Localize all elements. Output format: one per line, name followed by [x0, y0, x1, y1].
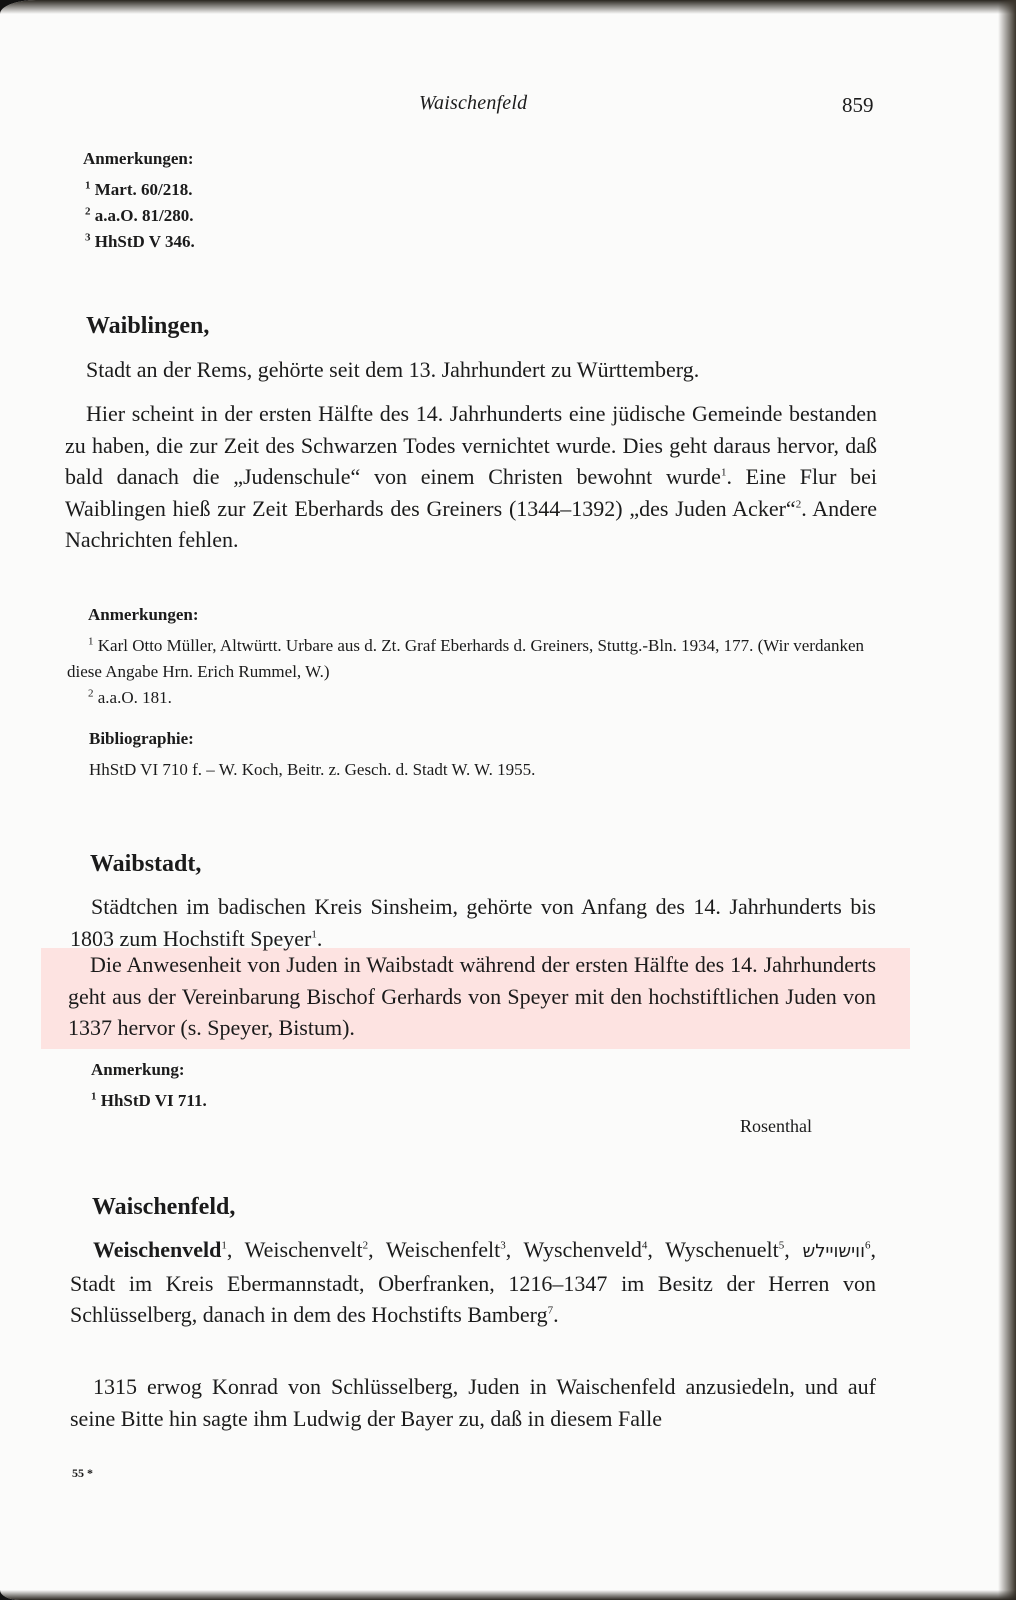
name-variant-2-marker: 2 [362, 1239, 369, 1252]
waischenfeld-paragraph-2: 1315 erwog Konrad von Schlüsselberg, Juden in Waischenfeld anzusiedeln, und auf seine Bitte hin sagte ihm Ludwig der Bayer zu, daß in diesem Falle [70, 1374, 876, 1431]
waiblingen-note-2-marker: 2 [88, 687, 94, 700]
waiblingen-note-1-marker: 1 [88, 635, 94, 648]
waiblingen-note-1-text: Karl Otto Müller, Altwürtt. Urbare aus d. Zt. Graf Eberhards d. Greiners, Stuttg.-Bln. 1934, 177. (Wir verdanken diese Angabe Hrn. Erich Rummel, W.) [67, 636, 865, 681]
waiblingen-note-1 [67, 633, 875, 685]
name-variant-1: Weischenveld [93, 1237, 222, 1262]
waiblingen-p1-marker-2: 2 [795, 498, 802, 511]
prev-note-2-text: a.a.O. 81/280. [94, 206, 194, 225]
waiblingen-note-2 [88, 685, 172, 711]
heading-waischenfeld: Waischenfeld, [92, 1194, 236, 1220]
waischenfeld-p1-end: . [553, 1302, 559, 1327]
page-number: 859 [842, 93, 874, 117]
page-top-shadow [0, 0, 1016, 14]
waibstadt-intro-text: Städtchen im badischen Kreis Sinsheim, gehörte von Anfang des 14. Jahrhunderts bis 1803 zum Hochstift Speyer [70, 894, 876, 951]
waiblingen-intro: Stadt an der Rems, gehörte seit dem 13. Jahrhundert zu Württemberg. [86, 357, 700, 382]
prev-note-3 [85, 229, 195, 255]
name-variant-6-marker: 6 [864, 1239, 871, 1252]
waiblingen-notes-label: Anmerkungen: [88, 605, 199, 624]
prev-note-3-marker: 3 [85, 231, 91, 244]
waibstadt-intro [70, 891, 876, 954]
waibstadt-note-label: Anmerkung: [91, 1060, 185, 1079]
prev-note-1-marker: 1 [85, 179, 91, 192]
heading-waiblingen: Waiblingen, [86, 313, 210, 339]
name-variant-2: Weischenvelt [244, 1237, 363, 1262]
signature-mark: 55 * [72, 1466, 93, 1480]
waiblingen-biblio-label: Bibliographie: [89, 729, 194, 748]
name-variant-3-marker: 3 [500, 1239, 506, 1252]
prev-note-3-text: HhStD V 346. [94, 232, 195, 251]
waischenfeld-p1-marker-7: 7 [547, 1304, 554, 1317]
prev-note-2 [85, 203, 193, 229]
prev-note-1 [85, 177, 192, 203]
waiblingen-p1-text: Hier scheint in der ersten Hälfte des 14. Jahrhunderts eine jüdische Gemeinde bestanden zu haben, die zur Zeit des Schwarzen Todes vernichtet wurde. Dies geht daraus hervor, daß bald danach die „Judenschule“ von einem Christen bewohnt wurde [65, 401, 877, 489]
waiblingen-p1-end: . Andere Nachrichten fehlen. [65, 495, 877, 552]
waischenfeld-p1-text: Stadt im Kreis Ebermannstadt, Oberfranken, 1216–1347 im Besitz der Herren von Schlüsselberg, danach in dem des Hochstifts Bamberg [70, 1270, 876, 1327]
prev-notes-label: Anmerkungen: [83, 149, 194, 168]
name-variant-3: Weischenfelt [385, 1237, 501, 1262]
prev-note-1-text: Mart. 60/218. [94, 180, 193, 199]
waibstadt-note-1-marker: 1 [91, 1090, 97, 1103]
heading-waibstadt: Waibstadt, [90, 851, 202, 877]
name-variant-4: Wyschenveld [523, 1237, 642, 1262]
name-variant-4-marker: 4 [641, 1239, 648, 1252]
prev-note-2-marker: 2 [85, 205, 91, 218]
waiblingen-paragraph [65, 398, 877, 556]
author-signature: Rosenthal [740, 1116, 812, 1136]
waibstadt-paragraph: Die Anwesenheit von Juden in Waibstadt während der ersten Hälfte des 14. Jahrhunderts geht aus der Vereinbarung Bischof Gerhards von Speyer mit den hochstiftlichen Juden von 1337 hervor (s. Speyer, Bistum). [68, 952, 876, 1040]
name-variant-hebrew: ווישויילש [802, 1241, 865, 1262]
running-head: Waischenfeld [419, 92, 528, 114]
page-bottom-shadow [0, 1590, 1016, 1600]
waischenfeld-paragraph-1: Weischenveld$^1$, Weischenvelt$^2$, Weischenfelt$^3$, Wyschenveld$^4$, Wyschenuelt$^5$, ווישויילש$^6$, Stadt im Kreis Ebermannstadt, Oberfranken, 1216–1347 im Besitz der Herren von Schlüsselberg, danach in dem des Hochstifts Bamberg$^7$. [70, 1237, 876, 1327]
waiblingen-p1-marker-1: 1 [720, 466, 727, 479]
waibstadt-intro-end: . [316, 925, 323, 951]
waiblingen-p1-mid: . Eine Flur bei Waiblingen hieß zur Zeit Eberhards des Greiners (1344–1392) „des Juden Acker“ [65, 464, 877, 521]
waiblingen-note-2-text: a.a.O. 181. [97, 688, 172, 707]
name-variant-1-marker: 1 [221, 1239, 227, 1252]
name-variant-5: Wyschenuelt [665, 1237, 779, 1262]
waibstadt-note-1 [91, 1088, 207, 1114]
waibstadt-intro-marker: 1 [311, 928, 317, 941]
waiblingen-biblio: HhStD VI 710 f. – W. Koch, Beitr. z. Gesch. d. Stadt W. W. 1955. [89, 760, 536, 779]
name-variant-5-marker: 5 [778, 1239, 785, 1252]
page-gutter-shadow [998, 0, 1016, 1600]
waibstadt-note-1-text: HhStD VI 711. [100, 1091, 207, 1110]
